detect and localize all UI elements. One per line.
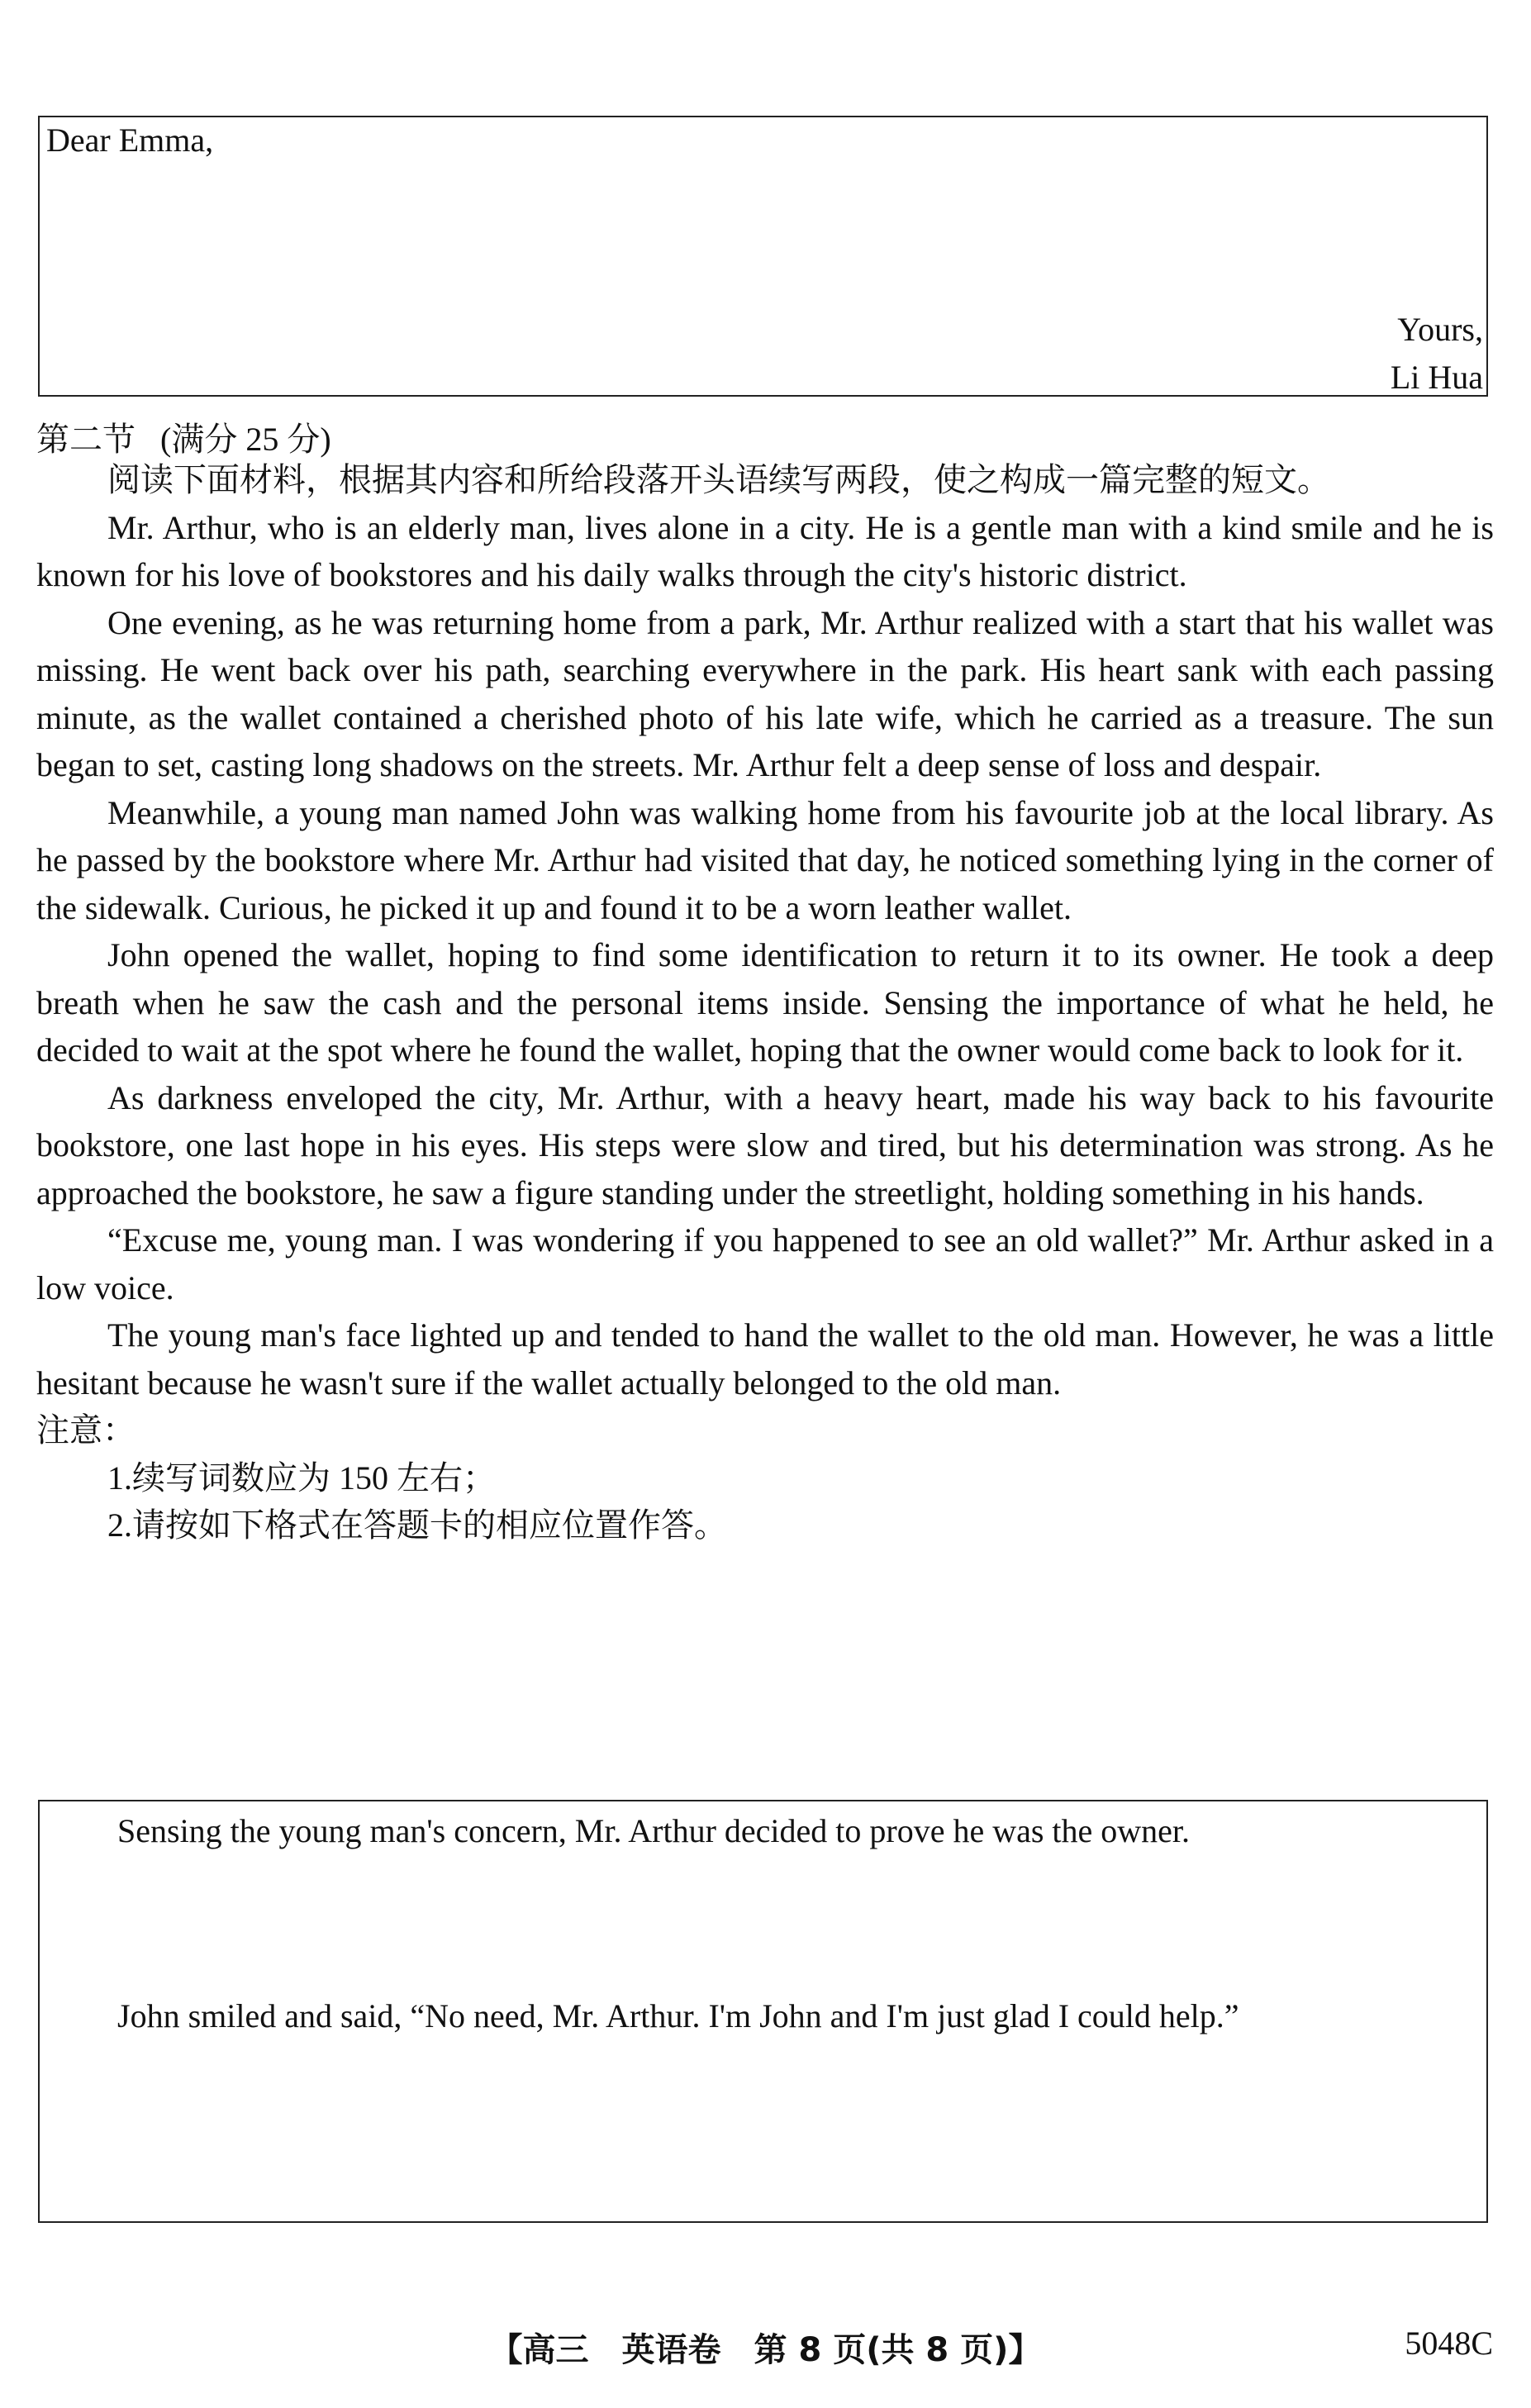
story-paragraph: John opened the wallet, hoping to find some identification to return it to its owner. He took a deep breath when he saw the cash and the personal items inside. Sensing the importance of what he held, he decided to wait at the spot where he found the wallet, hoping that the owner would come back to look for it.	[36, 936, 1494, 1068]
notes-heading: 注意：	[36, 1411, 136, 1449]
story-paragraph: One evening, as he was returning home from a park, Mr. Arthur realized with a start that his wallet was missing. He went back over his path, searching everywhere in the park. His heart sank with each passing minute, as the wallet contained a cherished photo of his late wife, which he carried as a treasure. The sun began to set, casting long shadows on the streets. Mr. Arthur felt a deep sense of loss and despair.	[36, 603, 1494, 783]
story-paragraph: Meanwhile, a young man named John was walking home from his favourite job at the local library. As he passed by the bookstore where Mr. Arthur had visited that day, he noticed something lying in the corner of the sidewalk. Curious, he picked it up and found it to be a worn leather wallet.	[36, 793, 1494, 926]
footer-exam-code: 5048C	[1405, 2325, 1493, 2362]
answer-opening-line-1: Sensing the young man's concern, Mr. Arthur decided to prove he was the owner.	[117, 1812, 1191, 1849]
section-label: 第二节	[36, 421, 136, 458]
story-paragraph: As darkness enveloped the city, Mr. Arthur, with a heavy heart, made his way back to his favourite bookstore, one last hope in his eyes. His steps were slow and tired, but his determination was strong. As he approached the bookstore, he saw a figure standing under the streetlight, holding something in his hands.	[36, 1078, 1494, 1211]
letter-closing-block	[1391, 306, 1483, 402]
letter-box	[38, 116, 1488, 397]
footer-page-info: 【高三 英语卷 第 8 页(共 8 页)】	[489, 2331, 1042, 2369]
story-paragraph: Mr. Arthur, who is an elderly man, lives alone in a city. He is a gentle man with a kind smile and he is known for his love of bookstores and his daily walks through the city's historic district.	[36, 508, 1494, 593]
answer-opening-line-2: John smiled and said, “No need, Mr. Arthur. I'm John and I'm just glad I could help.”	[117, 1997, 1239, 2034]
instruction-paragraph: 阅读下面材料，根据其内容和所给段落开头语续写两段，使之构成一篇完整的短文。	[107, 461, 1330, 498]
letter-signature: Li Hua	[1390, 359, 1483, 396]
letter-greeting: Dear Emma,	[46, 121, 214, 159]
page-footer	[0, 2324, 1531, 2369]
story-paragraph: The young man's face lighted up and tended to hand the wallet to the old man. However, he was a little hesitant because he wasn't sure if the wallet actually belonged to the old man.	[36, 1316, 1494, 1401]
section-title	[36, 413, 331, 460]
story-paragraph: “Excuse me, young man. I was wondering if you happened to see an old wallet?” Mr. Arthur asked in a low voice.	[36, 1221, 1494, 1306]
answer-box	[38, 1800, 1488, 2223]
letter-closing: Yours,	[1397, 311, 1483, 348]
reading-material	[36, 456, 1494, 1549]
section-score: (满分 25 分)	[160, 421, 331, 458]
note-item: 1.续写词数应为 150 左右；	[107, 1459, 496, 1497]
note-item: 2.请按如下格式在答题卡的相应位置作答。	[107, 1506, 727, 1544]
